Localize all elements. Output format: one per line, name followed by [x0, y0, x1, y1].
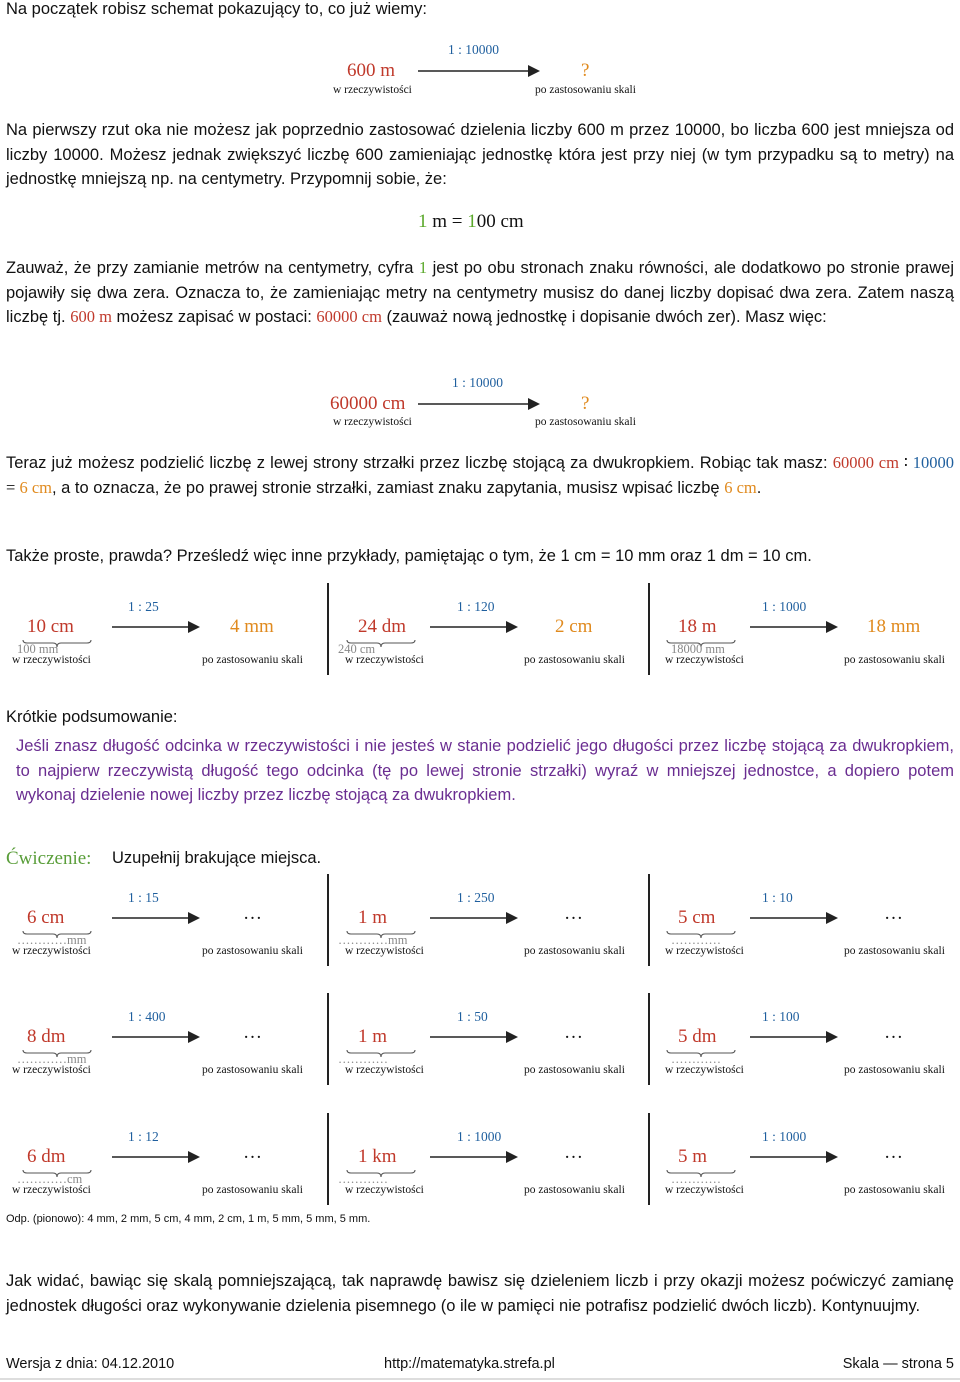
real-label: w rzeczywistości	[665, 1184, 744, 1196]
answer-blank: …	[243, 1142, 262, 1163]
real-value: 8 dm	[27, 1026, 66, 1047]
task-cell	[642, 890, 960, 972]
converted-value: 100 mm	[17, 642, 59, 656]
scaled-label: po zastosowaniu skali	[524, 654, 625, 666]
arrow-right-icon	[750, 910, 838, 926]
scale-ratio: 1 : 15	[128, 890, 159, 905]
arrow-right-icon	[430, 1029, 518, 1045]
column-separator	[327, 993, 329, 1085]
paragraph-2: Zauważ, że przy zamianie metrów na centymetry, cyfra 1 jest po obu stronach znaku równości, ale dodatkowo po stronie prawej pojawiły się dwa zera. Oznacza to, że zamieniając metry na centymetry musisz do danej liczby dopisać dwa zera. Zatem naszą liczbę tj. 600 m możesz zapisać w postaci: 60000 cm (zauważ nową jednostkę i dopisanie dwóch zer). Masz więc:	[6, 258, 954, 326]
scaled-label: po zastosowaniu skali	[524, 1064, 625, 1076]
converted-value: …………mm	[17, 933, 87, 947]
example-cell	[0, 599, 318, 681]
arrow-right-icon	[112, 1029, 200, 1045]
task-cell	[0, 1129, 318, 1211]
real-label: w rzeczywistości	[12, 945, 91, 957]
scaled-label: po zastosowaniu skali	[844, 1064, 945, 1076]
scaled-value: 4 mm	[230, 616, 274, 637]
scaled-label: po zastosowaniu skali	[202, 654, 303, 666]
scaled-value: 18 mm	[867, 616, 921, 637]
scale-ratio: 1 : 50	[457, 1009, 488, 1024]
paragraph-4: Także proste, prawda? Prześledź więc inne przykłady, pamiętając o tym, że 1 cm = 10 mm oraz 1 dm = 10 cm.	[6, 547, 812, 565]
real-value: 600 m	[347, 60, 396, 81]
real-label: w rzeczywistości	[345, 945, 424, 957]
paragraph-3: Teraz już możesz podzielić liczbę z lewej strony strzałki przez liczbę stojącą za dwukropkiem. Robiąc tak masz: 60000 cm ∶ 10000 = 6 cm, a to oznacza, że po prawej stronie strzałki, zamiast znaku zapytania, musisz wpisać liczbę 6 cm.	[6, 453, 954, 497]
scale-ratio: 1 : 10	[762, 890, 793, 905]
real-value: 24 dm	[358, 616, 407, 637]
converted-value: …………mm	[17, 1052, 87, 1066]
scaled-label: po zastosowaniu skali	[535, 84, 636, 96]
real-label: w rzeczywistości	[345, 1064, 424, 1076]
summary-title: Krótkie podsumowanie:	[6, 708, 178, 726]
footer-divider	[0, 1378, 960, 1380]
real-label: w rzeczywistości	[665, 1064, 744, 1076]
answer-blank: …	[243, 1022, 262, 1043]
converted-value: 18000 mm	[671, 642, 725, 656]
real-value: 60000 cm	[330, 393, 406, 414]
exercise-label: Ćwiczenie:	[6, 848, 92, 869]
scaled-label: po zastosowaniu skali	[202, 945, 303, 957]
exercise-instruction: Uzupełnij brakujące miejsca.	[112, 849, 322, 867]
scale-ratio: 1 : 120	[457, 599, 495, 614]
real-value: 1 m	[358, 1026, 388, 1047]
arrow-right-icon	[750, 1029, 838, 1045]
task-cell	[642, 1129, 960, 1211]
real-label: w rzeczywistości	[345, 1184, 424, 1196]
scaled-label: po zastosowaniu skali	[202, 1064, 303, 1076]
scale-ratio: 1 : 10000	[452, 375, 504, 390]
arrow-right-icon	[418, 396, 540, 412]
real-label: w rzeczywistości	[665, 654, 744, 666]
column-separator	[648, 583, 650, 675]
scale-ratio: 1 : 10000	[448, 42, 500, 57]
answer-blank: …	[884, 1022, 903, 1043]
arrow-right-icon	[750, 619, 838, 635]
arrow-right-icon	[430, 619, 518, 635]
scale-ratio: 1 : 1000	[762, 1129, 807, 1144]
converted-value: …………	[671, 1172, 721, 1186]
footer-page: Skala — strona 5	[842, 1356, 954, 1372]
scale-ratio: 1 : 12	[128, 1129, 159, 1144]
scaled-label: po zastosowaniu skali	[535, 416, 636, 428]
answer-blank: …	[884, 903, 903, 924]
column-separator	[327, 1113, 329, 1205]
answers-text: Odp. (pionowo): 4 mm, 2 mm, 5 cm, 4 mm, 2 cm, 1 m, 5 mm, 5 mm, 5 mm.	[6, 1213, 371, 1225]
converted-value: …………	[671, 1052, 721, 1066]
converted-value: …………cm	[17, 1172, 83, 1186]
converted-value: …………mm	[338, 933, 408, 947]
scale-ratio: 1 : 400	[128, 1009, 166, 1024]
real-value: 10 cm	[27, 616, 74, 637]
arrow-right-icon	[112, 910, 200, 926]
footer-url[interactable]: http://matematyka.strefa.pl	[384, 1356, 555, 1372]
scale-ratio: 1 : 1000	[457, 1129, 502, 1144]
task-cell	[322, 1009, 640, 1091]
real-label: w rzeczywistości	[345, 654, 424, 666]
real-label: w rzeczywistości	[333, 416, 412, 428]
scaled-label: po zastosowaniu skali	[202, 1184, 303, 1196]
footer-version: Wersja z dnia: 04.12.2010	[6, 1356, 175, 1372]
task-cell	[0, 890, 318, 972]
scaled-label: po zastosowaniu skali	[524, 1184, 625, 1196]
answer-blank: …	[564, 1142, 583, 1163]
column-separator	[648, 874, 650, 966]
formula: 1 m = 100 cm	[418, 211, 524, 232]
task-cell	[0, 1009, 318, 1091]
scale-ratio: 1 : 100	[762, 1009, 800, 1024]
scale-ratio: 1 : 25	[128, 599, 159, 614]
scaled-label: po zastosowaniu skali	[844, 654, 945, 666]
real-value: 1 km	[358, 1146, 397, 1167]
example-cell	[322, 599, 640, 681]
scaled-label: po zastosowaniu skali	[844, 1184, 945, 1196]
arrow-right-icon	[112, 619, 200, 635]
scale-ratio: 1 : 250	[457, 890, 495, 905]
example-cell	[642, 599, 960, 681]
arrow-right-icon	[430, 1149, 518, 1165]
converted-value: …………	[338, 1052, 388, 1066]
arrow-right-icon	[750, 1149, 838, 1165]
column-separator	[327, 583, 329, 675]
real-value: 5 m	[678, 1146, 708, 1167]
answer-blank: …	[564, 1022, 583, 1043]
scale-ratio: 1 : 1000	[762, 599, 807, 614]
arrow-right-icon	[418, 63, 540, 79]
real-label: w rzeczywistości	[12, 654, 91, 666]
real-label: w rzeczywistości	[333, 84, 412, 96]
task-cell	[322, 890, 640, 972]
intro-text: Na początek robisz schemat pokazujący to, co już wiemy:	[6, 0, 427, 18]
real-value: 5 cm	[678, 907, 716, 928]
real-label: w rzeczywistości	[12, 1184, 91, 1196]
real-value: 6 dm	[27, 1146, 66, 1167]
scaled-value: 2 cm	[555, 616, 593, 637]
arrow-right-icon	[430, 910, 518, 926]
real-value: 18 m	[678, 616, 717, 637]
converted-value: …………	[671, 933, 721, 947]
answer-blank: …	[884, 1142, 903, 1163]
summary-text: Jeśli znasz długość odcinka w rzeczywistości i nie jesteś w stanie podzielić jego długości przez liczbę stojącą za dwukropkiem, to najpierw rzeczywistą długość tego odcinka (tę po lewej stronie strzałki) wyraź w mniejszej jednostce, a dopiero potem wykonaj dzielenie nowej liczby przez liczbę stojącą za dwukropkiem.	[16, 737, 954, 804]
column-separator	[327, 874, 329, 966]
answer-blank: …	[243, 903, 262, 924]
scaled-value: ?	[581, 60, 590, 81]
real-label: w rzeczywistości	[665, 945, 744, 957]
task-cell	[322, 1129, 640, 1211]
arrow-right-icon	[112, 1149, 200, 1165]
column-separator	[648, 993, 650, 1085]
answer-blank: …	[564, 903, 583, 924]
real-value: 1 m	[358, 907, 388, 928]
task-cell	[642, 1009, 960, 1091]
paragraph-1: Na pierwszy rzut oka nie możesz jak poprzednio zastosować dzielenia liczby 600 m przez 10000, bo liczba 600 jest mniejsza od liczby 10000. Możesz jednak zwiększyć liczbę 600 zamieniając jednostkę która jest przy niej (w tym przypadku są to metry) na jednostkę mniejszą np. na centymetry. Przypomnij sobie, że:	[6, 121, 954, 188]
converted-value: …………	[338, 1172, 388, 1186]
real-value: 6 cm	[27, 907, 65, 928]
real-value: 5 dm	[678, 1026, 717, 1047]
scaled-label: po zastosowaniu skali	[844, 945, 945, 957]
column-separator	[648, 1113, 650, 1205]
closing-paragraph: Jak widać, bawiąc się skalą pomniejszającą, tak naprawdę bawisz się dzieleniem liczb i przy okazji możesz poćwiczyć zamianę jednostek długości oraz wykonywanie dzielenia pisemnego (o ile w pamięci nie potrafisz podzielić dwóch liczb). Kontynuujmy.	[6, 1272, 954, 1315]
converted-value: 240 cm	[338, 642, 376, 656]
real-label: w rzeczywistości	[12, 1064, 91, 1076]
scaled-value: ?	[581, 393, 590, 414]
scaled-label: po zastosowaniu skali	[524, 945, 625, 957]
